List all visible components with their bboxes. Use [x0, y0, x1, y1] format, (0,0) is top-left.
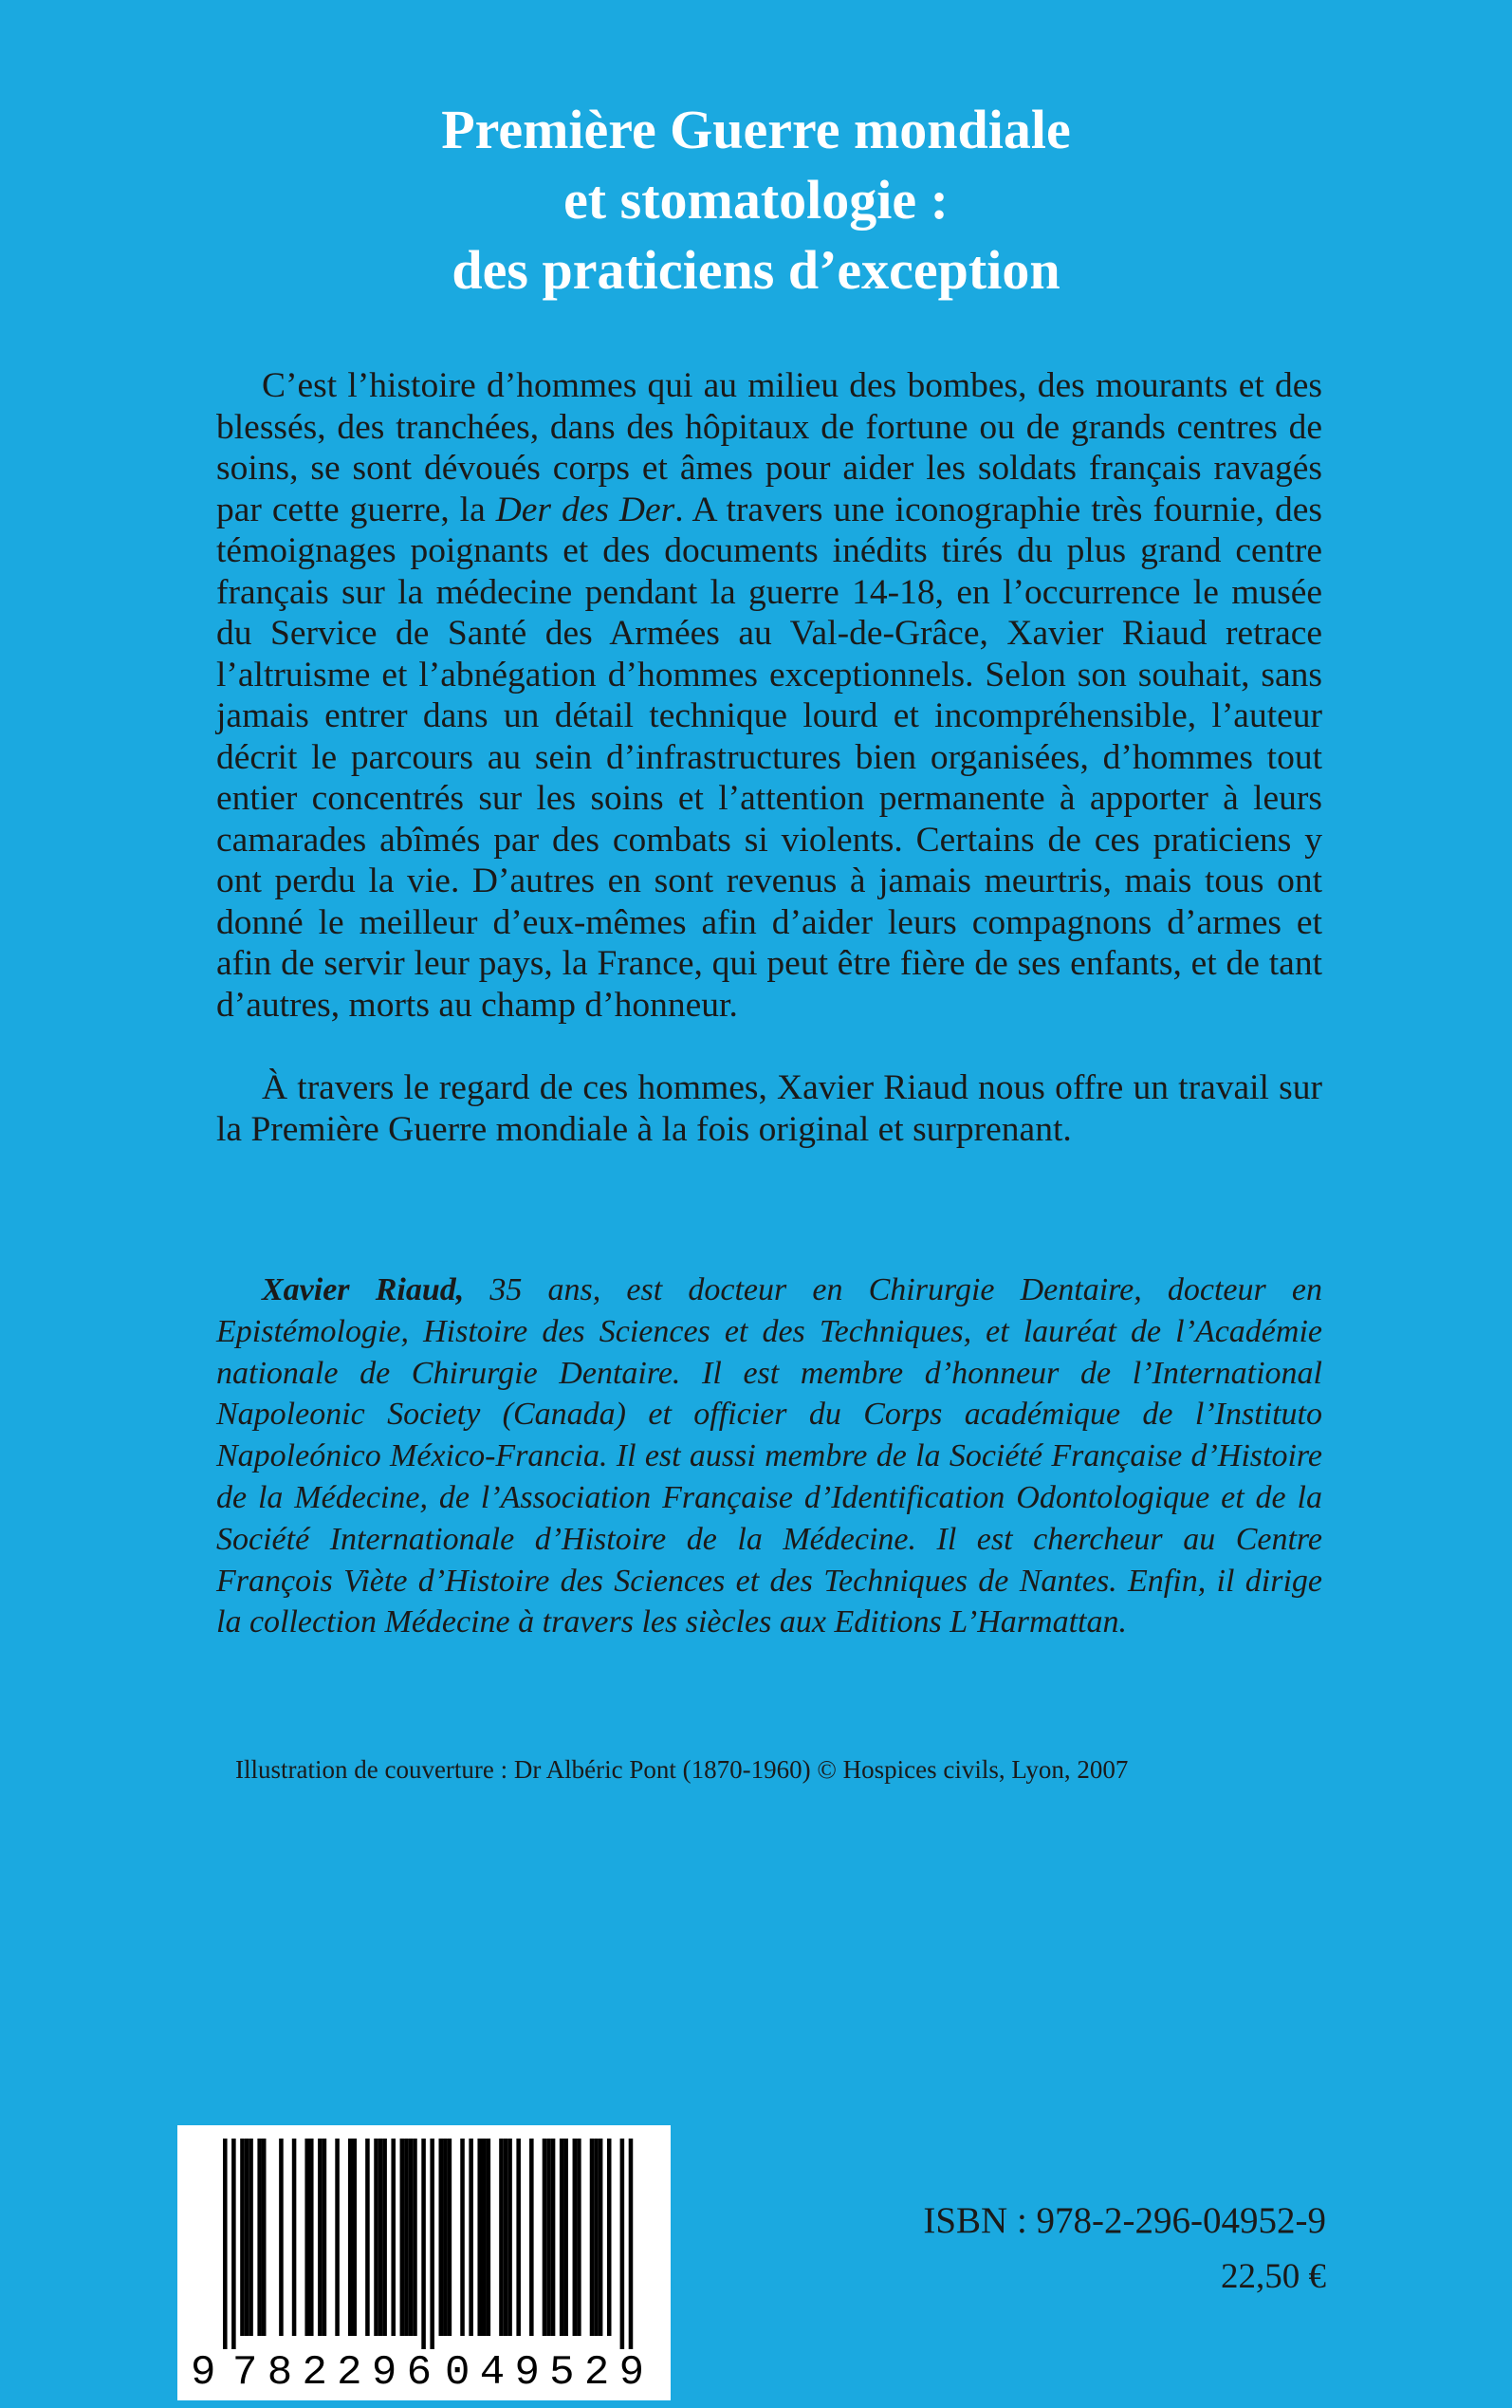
barcode-left-digits: 782296	[232, 2349, 432, 2397]
price: 22,50 €	[1221, 2257, 1326, 2296]
title-line-3: des praticiens d’exception	[452, 239, 1060, 301]
barcode-bar	[629, 2139, 634, 2349]
barcode-bar	[439, 2139, 444, 2336]
title-line-2: et stomatologie :	[563, 169, 949, 231]
barcode-bar	[257, 2139, 262, 2336]
barcode-bar	[323, 2139, 327, 2336]
barcode-bar	[563, 2139, 568, 2336]
barcode-bar	[304, 2139, 309, 2336]
barcode-bar	[607, 2139, 612, 2336]
barcode	[177, 2125, 671, 2400]
barcode-bar	[543, 2139, 547, 2336]
summary-text	[216, 365, 1322, 1150]
barcode-bar	[413, 2139, 417, 2336]
author-name: Xavier Riaud,	[262, 1272, 465, 1307]
barcode-bar	[460, 2139, 465, 2336]
barcode-bar	[400, 2139, 405, 2336]
author-bio-text: 35 ans, est docteur en Chirurgie Dentaire, docteur en Epistémologie, Histoire des Sciences et des Techniques, et lauréat de l’Académie nationale de Chirurgie Dentaire. Il est membre d’honneur de l’International Napoleonic Society (Canada) et officier du Corps académique de l’Instituto Napoleónico México-Francia. Il est aussi membre de la Société Française d’Histoire de la Médecine, de l’Association Française d’Identification Odontologique et de la Société Internationale d’Histoire de la Médecine. Il est chercheur au Centre François Viète d’Histoire des Sciences et des Techniques de Nantes. Enfin, il dirige la collection Médecine à travers les siècles aux Editions L’Harmattan.	[216, 1272, 1322, 1640]
barcode-bar	[262, 2139, 267, 2336]
barcode-bar	[353, 2139, 358, 2336]
barcode-bar	[529, 2139, 534, 2336]
barcode-bar	[245, 2139, 249, 2336]
barcode-bar	[382, 2139, 387, 2336]
barcode-bars	[223, 2139, 633, 2349]
isbn: ISBN : 978-2-296-04952-9	[923, 2200, 1326, 2241]
barcode-bar	[499, 2139, 504, 2336]
summary-p1-end: . A travers une iconographie très fournie, des témoignages poignants et des documents inédits tirés du plus grand centre français sur la médecine pendant la guerre 14-18, en l’occurrence le musée du Service de Santé des Armées au Val-de-Grâce, Xavier Riaud retrace l’altruisme et l’abnégation d’hommes exceptionnels. Selon son souhait, sans jamais entrer dans un détail technique lourd et incompréhensible, l’auteur décrit le parcours au sein d’infrastructures bien organisées, d’hommes tout entier concentrés sur les soins et l’attention permanente à apporter à leurs camarades abîmés par des combats si violents. Certains de ces praticiens y ont perdu la vie. D’autres en sont revenus à jamais meurtris, mais tous ont donné le meilleur d’eux-mêmes afin d’aider leurs compagnons d’armes et afin de servir leur pays, la France, qui peut être fière de ses enfants, et de tant d’autres, morts au champ d’honneur.	[216, 490, 1322, 1025]
barcode-bar	[335, 2139, 340, 2336]
barcode-bar	[318, 2139, 323, 2336]
barcode-bar	[348, 2139, 353, 2336]
barcode-bar	[620, 2139, 625, 2349]
barcode-bar	[391, 2139, 396, 2336]
barcode-bar	[507, 2139, 512, 2336]
barcode-bar	[421, 2139, 426, 2349]
barcode-graphic	[177, 2125, 671, 2400]
summary-paragraph-2: À travers le regard de ces hommes, Xavier Riaud nous offre un travail sur la Première Guerre mondiale à la fois original et surprenant.	[216, 1068, 1322, 1149]
author-bio	[216, 1269, 1322, 1643]
barcode-bar	[374, 2139, 378, 2336]
barcode-bar	[551, 2139, 556, 2336]
barcode-bar	[504, 2139, 508, 2336]
barcode-bar	[448, 2139, 452, 2336]
barcode-bar	[409, 2139, 414, 2336]
barcode-bar	[223, 2139, 228, 2349]
barcode-bar	[516, 2139, 521, 2336]
barcode-bar	[482, 2139, 487, 2336]
barcode-bar	[231, 2139, 236, 2349]
barcode-bar	[477, 2139, 482, 2336]
barcode-bar	[443, 2139, 448, 2336]
barcode-bar	[487, 2139, 491, 2336]
barcode-bar	[309, 2139, 314, 2336]
cover-credit: Illustration de couverture : Dr Albéric Pont (1870-1960) © Hospices civils, Lyon, 2007	[235, 1755, 1129, 1784]
barcode-right-digits: 049529	[445, 2349, 644, 2397]
barcode-bar	[573, 2139, 578, 2336]
barcode-bar	[594, 2139, 599, 2336]
summary-p1-start: C’est l’histoire d’hommes qui au milieu des bombes, des mourants et des blessés, des tranchées, dans des hôpitaux de fortune ou de grands centres de soins, se sont dévoués corps et âmes pour aider les soldats français ravagés par cette guerre, la	[216, 366, 1322, 529]
barcode-bar	[560, 2139, 564, 2336]
summary-p1-italic: Der des Der	[495, 490, 675, 529]
barcode-bar	[404, 2139, 409, 2336]
barcode-bar	[378, 2139, 383, 2336]
summary-paragraph-1	[216, 365, 1322, 1026]
barcode-bar	[279, 2139, 284, 2336]
book-title	[0, 95, 1512, 306]
barcode-bar	[590, 2139, 595, 2336]
barcode-first-digit: 9	[191, 2349, 216, 2397]
barcode-bar	[292, 2139, 297, 2336]
barcode-bar	[430, 2139, 434, 2349]
title-line-1: Première Guerre mondiale	[441, 99, 1071, 160]
barcode-bar	[546, 2139, 551, 2336]
barcode-bar	[469, 2139, 473, 2336]
barcode-bar	[365, 2139, 370, 2336]
barcode-bar	[240, 2139, 245, 2336]
barcode-bar	[577, 2139, 581, 2336]
barcode-bar	[249, 2139, 253, 2336]
barcode-bar	[599, 2139, 603, 2336]
